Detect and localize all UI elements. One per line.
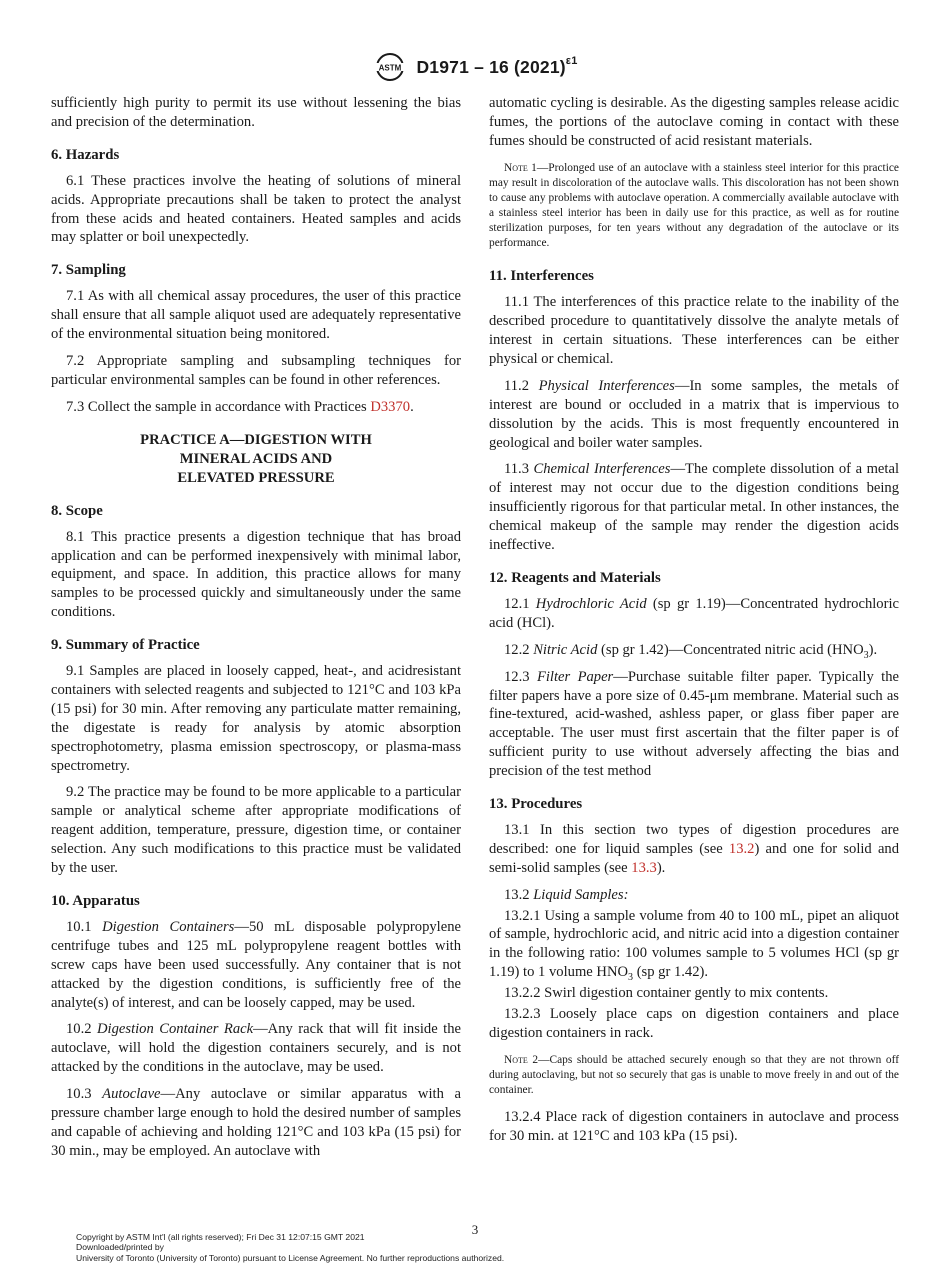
paragraph-13-2-1: 13.2.1 Using a sample volume from 40 to 100 mL, pipet an aliquot of sample, hydrochloric acid, and nitric acid into a digestion container in the following ratio: 100 volumes sample to 5 volumes HCl (sp gr 1.19) to 1 volume $HNO_3$ (sp gr 1.42). [489, 907, 899, 984]
paragraph-continued: sufficiently high purity to permit its use without lessening the bias and precision of the determination. [51, 95, 461, 130]
designation-superscript: ε1 [565, 54, 578, 67]
paragraph-13-2-2: 13.2.2 Swirl digestion container gently to mix contents. [504, 985, 829, 1002]
paragraph-11-3: 11.3 Chemical Interferences—The complete dissolution of a metal of interest may not occur due to the digestion conditions being insufficiently rigorous for that particular metal. In other instances, the chemical makeup of the sample may render the digestion acids ineffective. [489, 461, 899, 554]
paragraph-9-2: 9.2 The practice may be found to be more applicable to a particular sample or analytical scheme after appropriate modifications of reagent addition, temperature, pressure, digestion time, or container selection. Any such modifications to this practice must be validated by the user. [51, 784, 461, 877]
footer-line: University of Toronto (University of Toronto) pursuant to License Agreement. No further reproductions authorized. [76, 1252, 505, 1263]
paragraph-7-1: 7.1 As with all chemical assay procedures, the user of this practice shall ensure that all sample aliquot used are adequately representative of the environmental situation being monitored. [51, 288, 461, 343]
paragraph-6-1: 6.1 These practices involve the heating of solutions of mineral acids. Appropriate precautions shall be taken to protect the analyst from these acids and heated containers. Heated samples and acids may splatter or boil unexpectedly. [51, 172, 461, 246]
note-2: Note 2—Caps should be attached securely enough so that they are not thrown off during autoclaving, but not so securely that gas is unable to move freely in and out of the container. [489, 1053, 899, 1097]
section-8-heading: 8. Scope [51, 502, 103, 519]
page-header [0, 52, 950, 82]
link-13-3[interactable]: 13.3 [631, 859, 657, 876]
page-number: 3 [471, 1222, 479, 1237]
footer-line: Downloaded/printed by [76, 1242, 164, 1253]
paragraph-7-3: 7.3 Collect the sample in accordance with Practices D3370. [66, 398, 414, 415]
section-6-heading: 6. Hazards [51, 146, 120, 163]
link-13-2[interactable]: 13.2 [728, 840, 755, 857]
left-column [51, 94, 461, 1169]
practice-a-title: PRACTICE A—DIGESTION WITH MINERAL ACIDS AND ELEVATED PRESSURE [140, 431, 372, 486]
document-designation: D1971 – 16 $(2021)^{\varepsilon 1}$ [416, 54, 578, 77]
right-column [489, 94, 899, 1154]
paragraph-13-1: 13.1 In this section two types of digestion procedures are described: one for liquid samples (see 13.2) and one for solid and semi-solid samples (see 13.3). [489, 821, 900, 876]
section-7-heading: 7. Sampling [51, 262, 126, 279]
paragraph-8-1: 8.1 This practice presents a digestion technique that has broad application and can be performed inexpensively with minimal labor, equipment, and space. In addition, this practice allows for many samples to be processed quickly and simultaneously under the same conditions. [51, 528, 461, 621]
paragraph-continued-right: automatic cycling is desirable. As the digesting samples release acidic fumes, the portions of the autoclave coming in contact with these fumes should be constructed of acid resistant materials. [489, 95, 899, 149]
link-d3370[interactable]: D3370 [370, 398, 411, 415]
paragraph-10-3: 10.3 Autoclave—Any autoclave or similar apparatus with a pressure chamber large enough to hold the desired number of samples and capable of achieving and holding 121°C and 103 kPa (15 psi) for 30 min., may be employed. An autoclave with [51, 1086, 461, 1159]
copyright-footer [76, 1232, 504, 1263]
note-1: Note 1—Prolonged use of an autoclave with a stainless steel interior for this practice may result in discoloration of the autoclave walls. This discoloration has not been shown to cause any problems with autoclave operation. A commercially available autoclave with a stainless steel interior has been in daily use for this practice, as well as for routine sterilization purposes, for ten years without any degradation of the autoclave or its performance. [489, 161, 899, 250]
astm-logo-icon [372, 52, 408, 82]
section-12-heading: 12. Reagents and Materials [489, 569, 661, 586]
logo-text: ASTM [379, 63, 402, 73]
paragraph-10-1: 10.1 Digestion Containers—50 mL disposable polypropylene centrifuge tubes and 125 mL polypropylene reagent bottles with screw caps have been used successfully. Any container that is not attacked by the digestion conditions, is sufficiently free of the analyte(s) of interest, and can be loosely capped, may be used. [51, 918, 461, 1011]
paragraph-10-2: 10.2 Digestion Container Rack—Any rack that will fit inside the autoclave, will hold the digestion containers securely, and is not attacked by the conditions in the autoclave, may be used. [51, 1021, 461, 1076]
section-13-heading: 13. Procedures [489, 796, 583, 813]
paragraph-12-2: 12.2 Nitric Acid (sp gr 1.42)—Concentrated nitric acid $(HNO_3)$. [504, 641, 878, 661]
section-10-heading: 10. Apparatus [51, 893, 140, 909]
footer-line: Copyright by ASTM Int'l (all rights reserved); Fri Dec 31 12:07:15 GMT 2021 [76, 1232, 365, 1242]
paragraph-9-1: 9.1 Samples are placed in loosely capped, heat-, and acidresistant containers with selected reagents and subjected to 121°C and 103 kPa (15 psi) for 30 min. After removing any particulate matter remaining, the digestate is ready for analysis by atomic absorption spectrophotometry, plasma emission spectroscopy, or plasma-mass spectrometry. [51, 663, 461, 774]
section-11-heading: 11. Interferences [489, 268, 594, 285]
paragraph-11-1: 11.1 The interferences of this practice relate to the inability of the described procedure to quantitatively dissolve the analyte metals of interest in certain situations. These interferences can be either physical or chemical. [489, 294, 899, 367]
paragraph-13-2-4: 13.2.4 Place rack of digestion containers in autoclave and process for 30 min. at 121°C and 103 kPa (15 psi). [489, 1109, 899, 1145]
paragraph-11-2: 11.2 Physical Interferences—In some samples, the metals of interest are bound or occluded in a matrix that is impervious to dissolution by the acids. This is most frequently encountered in geological and boiler water samples. [489, 377, 899, 451]
paragraph-13-2-3: 13.2.3 Loosely place caps on digestion containers and place digestion containers in rack. [489, 1006, 899, 1041]
paragraph-13-2: 13.2 Liquid Samples: [504, 886, 629, 903]
section-9-heading: 9. Summary of Practice [51, 637, 200, 654]
paragraph-12-1: 12.1 Hydrochloric Acid (sp gr 1.19)—Concentrated hydrochloric acid (HCl). [489, 595, 899, 631]
paragraph-12-3: 12.3 Filter Paper—Purchase suitable filter paper. Typically the filter papers have a pore size of 0.45-μm membrane. Material such as fine-textured, acid-washed, ashless paper, or glass fiber paper are acceptable. The user must first ascertain that the filter paper is of sufficient purity to use without adversely affecting the bias and precision of the test method [489, 668, 899, 780]
paragraph-7-2: 7.2 Appropriate sampling and subsampling techniques for particular environmental samples can be found in other references. [51, 352, 461, 388]
